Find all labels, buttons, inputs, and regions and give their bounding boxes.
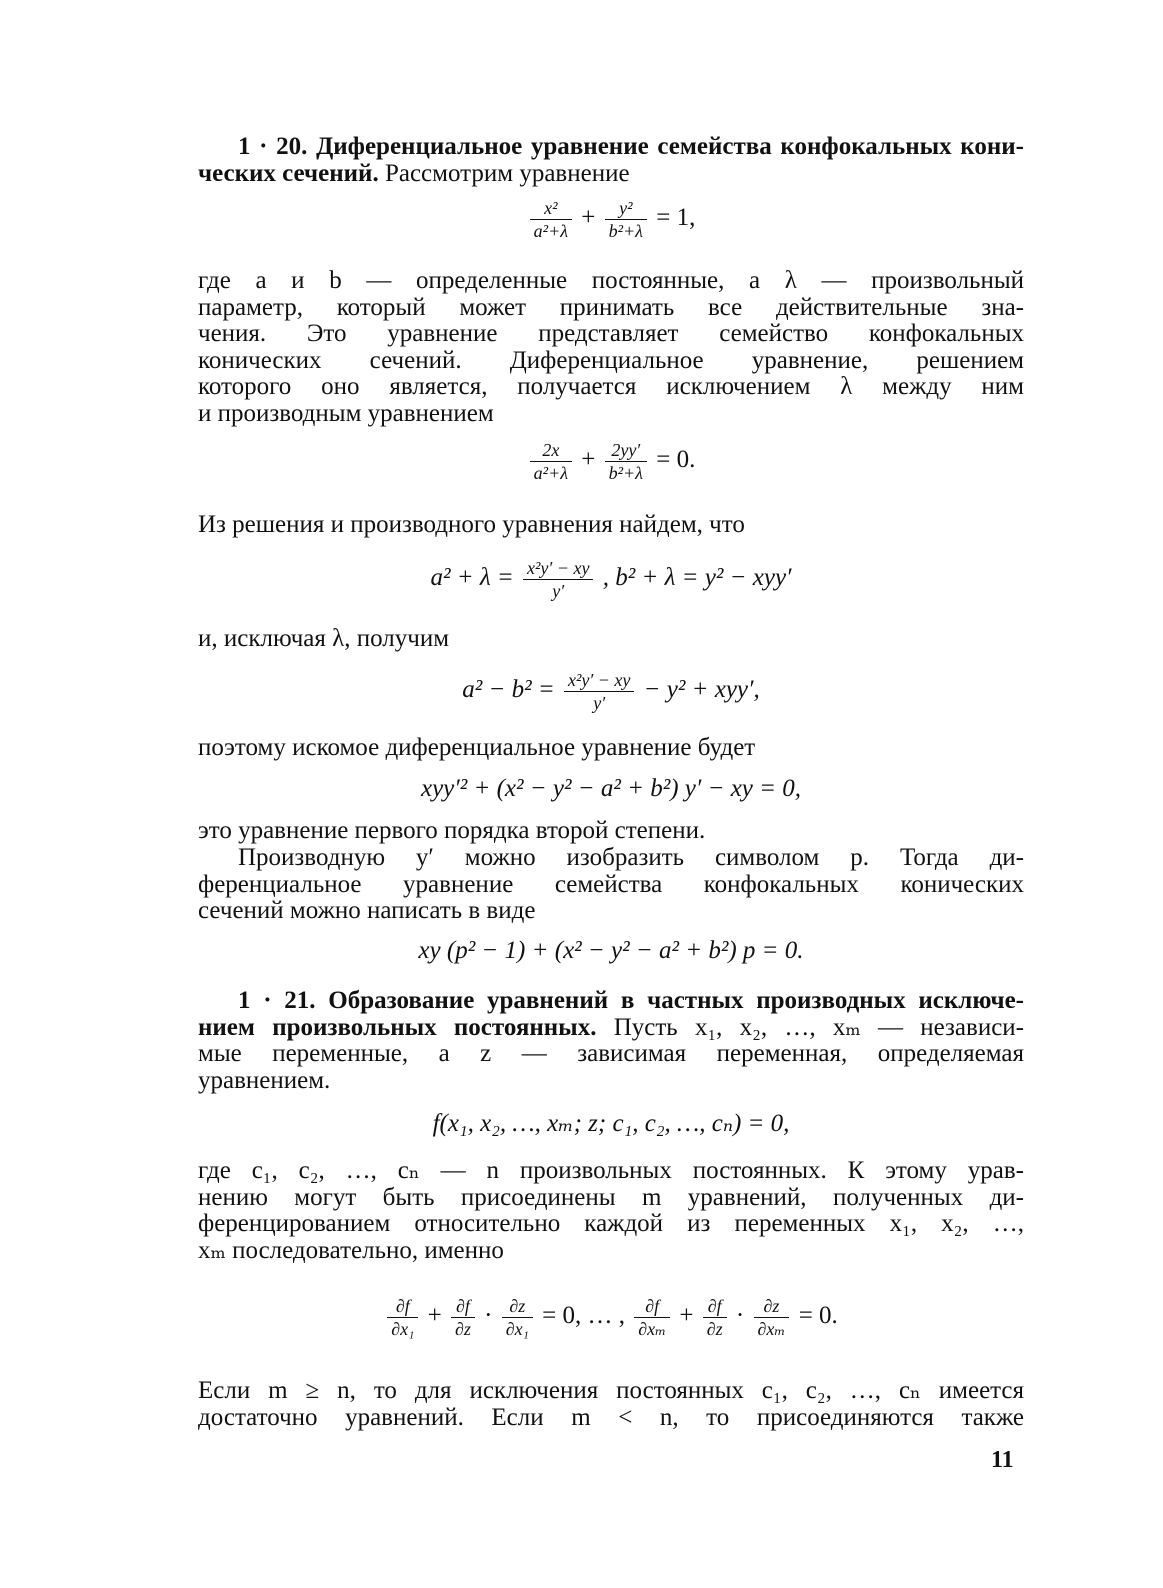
equation-with-p: xy (p² − 1) + (x² − y² − a² + b²) p = 0. — [418, 937, 804, 964]
paragraph-parameters: где a и b — определенные постоянные, а λ — произвольный параметр, который может принимать все действительные зна- чения. Это уравнение представляет семейство конфокальных конических сечений. Диференциальное уравнение, решением которого оно является, получается исключением λ между ним и производным уравнением — [198, 267, 1024, 427]
paragraph-first-order: это уравнение первого порядка второй степени. — [198, 817, 706, 844]
paragraph-solution: Из решения и производного уравнения найдем, что — [198, 511, 745, 538]
paragraph-required-equation: поэтому искомое диференциальное уравнение будет — [198, 734, 756, 761]
equation-differential: xyy′² + (x² − y² − a² + b²) y′ − xy = 0, — [420, 775, 802, 802]
section-heading-1-20-line2: ческих сечений. — [198, 159, 379, 187]
paragraph-eliminate: и, исключая λ, получим — [198, 625, 450, 652]
equation-implicit-function: f(x₁, x₂, …, xₘ; z; c₁, c₂, …, cₙ) = 0, — [432, 1110, 790, 1137]
paragraph-constants: где c₁, c₂, …, cₙ — n произвольных постоянных. К этому урав- нению могут быть присоединены m уравнений, полученных ди- ференцированием относительно каждой из переменных x₁, x₂, …, xₘ последовательно, именно — [198, 1157, 1024, 1264]
equation-conic-family: $\frac{\text{x²}}{\text{a²+λ}}$ + $\frac{\text{y²}}{\text{b²+λ}}$ = 1, — [198, 198, 1024, 241]
equation-partial-derivatives: $\frac{\partial f}{\text{∂x₁}}$ + $\frac{\partial f}{\partial z}$ · $\frac{\partial z}{\text{∂x₁}}$ = 0, … , $\frac{\partial f}{\text{∂xₘ}}$ + $\frac{\partial f}{\partial z}$ · $\frac{\partial z}{\text{∂xₘ}}$ = 0. — [198, 1296, 1024, 1339]
equation-derivative: $\frac{2x}{\text{a²+λ}}$ + $\frac{2yy'}{\text{b²+λ}}$ = 0. — [198, 440, 1024, 483]
section-1-20-intro — [198, 134, 1024, 187]
page-number: 11 — [991, 1447, 1014, 1473]
section-heading-1-21-line1: 1 · 21. Образование уравнений в частных производных исключе- — [238, 987, 1024, 1014]
equation-solved: a² + λ = $\frac{\text{x²y′ − xy}}{y'}$ , b² + λ = y² − xyy′ — [430, 558, 792, 601]
section-heading-1-20-line1: 1 · 20. Диференциальное уравнение семейства конфокальных кони- — [238, 133, 1024, 160]
paragraph-condition: Если m ≥ n, то для исключения постоянных c₁, c₂, …, cₙ имеется достаточно уравнений. Если m < n, то присоединяются также — [198, 1377, 1024, 1431]
section-heading-1-21-line2: нием произвольных постоянных. — [198, 1013, 597, 1041]
equation-eliminated: a² − b² = $\frac{\text{x²y′ − xy}}{y'}$ − y² + xyy′, — [462, 670, 760, 713]
intro-text: Рассмотрим уравнение — [378, 159, 630, 187]
section-1-21-intro: 1 · 21. Образование уравнений в частных производных исключе- нием произвольных постоянных. Пусть x₁, x₂, …, xₘ — независи- мые переменные, а z — зависимая переменная, определяемая уравнением. — [198, 987, 1024, 1094]
paragraph-symbol-p: Производную y′ можно изобразить символом p. Тогда ди- ференциальное уравнение семейства конфокальных конических сечений можно написать в виде — [198, 844, 1024, 924]
